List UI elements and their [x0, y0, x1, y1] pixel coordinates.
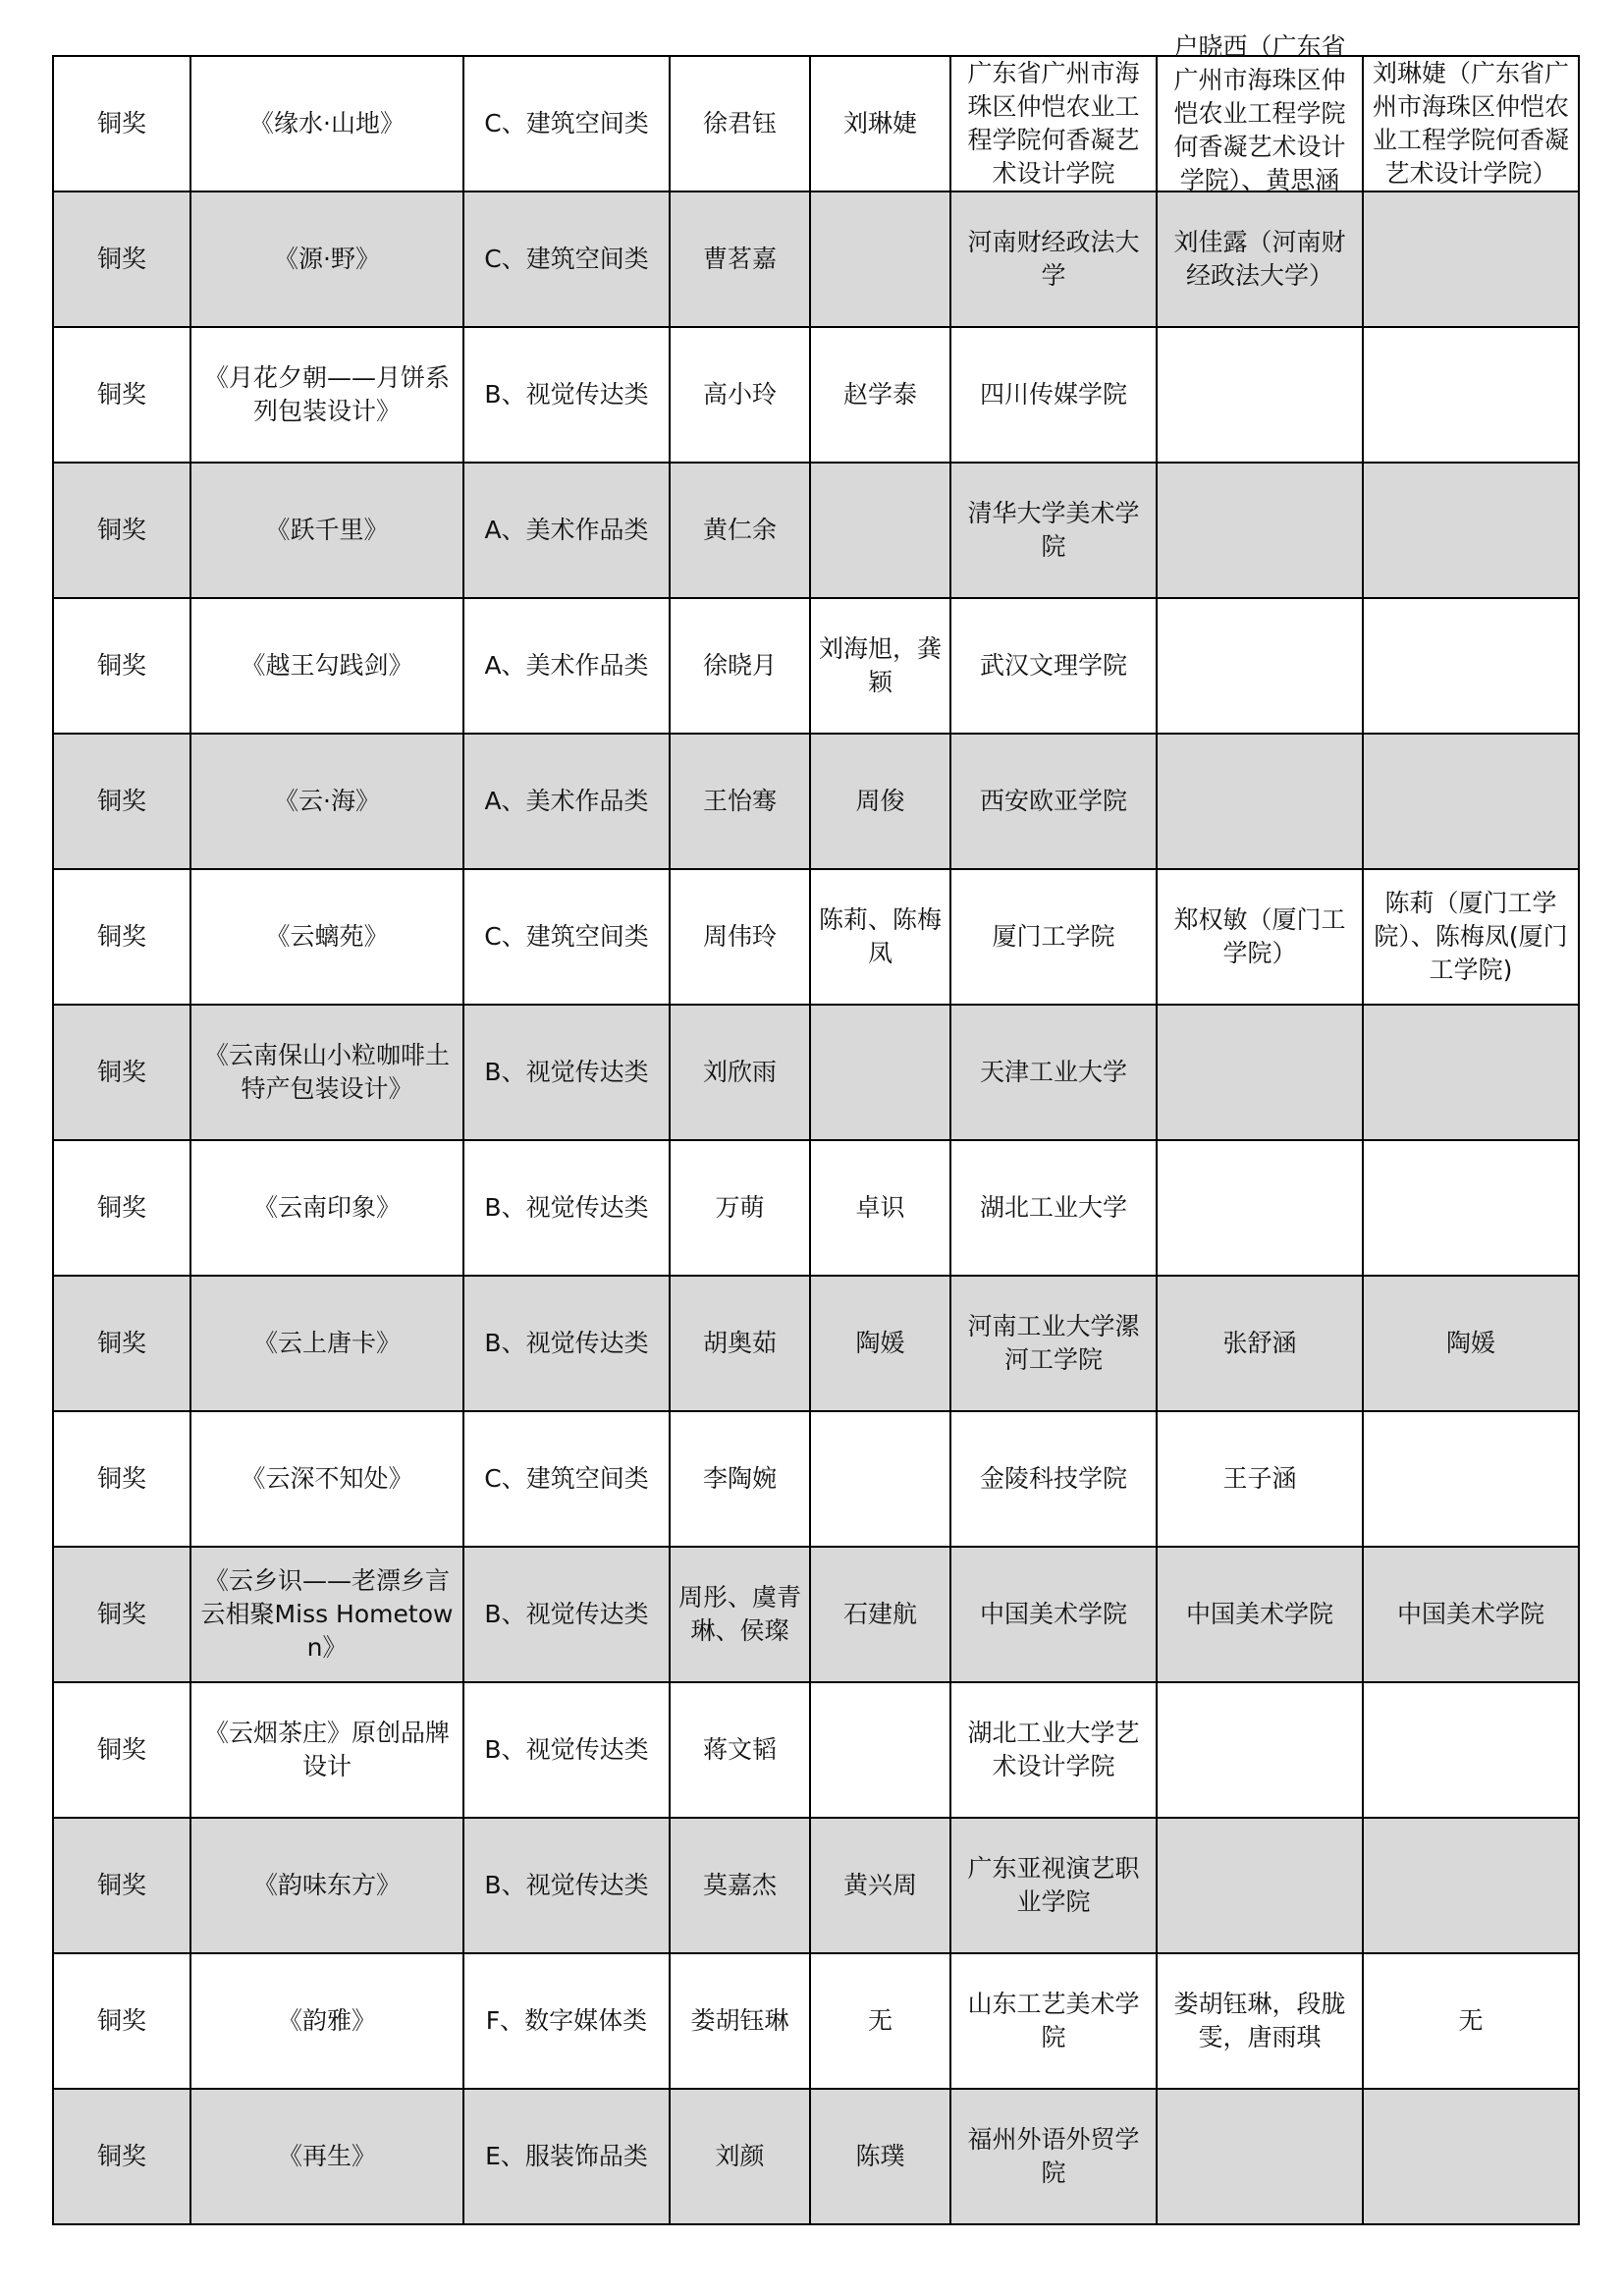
teacher-cell: [1363, 1140, 1579, 1276]
team-cell: 郑权敏（厦门工学院）: [1157, 869, 1363, 1005]
title-cell: 《跃千里》: [190, 463, 463, 598]
advisor-cell: 周俊: [810, 734, 950, 869]
advisor-cell: 无: [810, 1953, 950, 2089]
school-cell: 湖北工业大学艺术设计学院: [950, 1682, 1157, 1818]
award-cell: 铜奖: [53, 1276, 190, 1411]
school-cell: 山东工艺美术学院: [950, 1953, 1157, 2089]
author-cell: 周伟玲: [670, 869, 810, 1005]
category-cell: C、建筑空间类: [463, 869, 670, 1005]
title-cell: 《越王勾践剑》: [190, 598, 463, 734]
title-cell: 《韵味东方》: [190, 1818, 463, 1953]
title-cell: 《韵雅》: [190, 1953, 463, 2089]
team-cell: [1157, 32, 1363, 194]
team-cell: [1157, 463, 1363, 598]
advisor-cell: [810, 463, 950, 598]
author-cell: 莫嘉杰: [670, 1818, 810, 1953]
advisor-cell: [810, 191, 950, 327]
title-cell: 《源·野》: [190, 191, 463, 327]
teacher-cell: [1363, 2089, 1579, 2224]
title-cell: 《缘水·山地》: [190, 56, 463, 191]
advisor-cell: 石建航: [810, 1547, 950, 1682]
advisor-cell: 刘海旭，龚颖: [810, 598, 950, 734]
school-cell: 广东亚视演艺职业学院: [950, 1818, 1157, 1953]
table-row: [53, 1682, 1579, 1818]
author-cell: 曹茗嘉: [670, 191, 810, 327]
advisor-cell: 黄兴周: [810, 1818, 950, 1953]
award-cell: 铜奖: [53, 2089, 190, 2224]
award-cell: 铜奖: [53, 1411, 190, 1547]
category-cell: E、服装饰品类: [463, 2089, 670, 2224]
author-cell: 徐君钰: [670, 56, 810, 191]
team-cell: 王子涵: [1157, 1411, 1363, 1547]
table-row: [53, 1005, 1579, 1140]
advisor-cell: [810, 1411, 950, 1547]
table-row: [53, 1953, 1579, 2089]
title-cell: 《云上唐卡》: [190, 1276, 463, 1411]
teacher-cell: [1363, 734, 1579, 869]
school-cell: 西安欧亚学院: [950, 734, 1157, 869]
author-cell: 蒋文韬: [670, 1682, 810, 1818]
teacher-cell: [1363, 1818, 1579, 1953]
advisor-cell: 刘琳婕: [810, 56, 950, 191]
school-cell: 湖北工业大学: [950, 1140, 1157, 1276]
category-cell: C、建筑空间类: [463, 56, 670, 191]
table-row: [53, 1276, 1579, 1411]
team-cell: 中国美术学院: [1157, 1547, 1363, 1682]
award-cell: 铜奖: [53, 869, 190, 1005]
award-cell: 铜奖: [53, 1682, 190, 1818]
award-cell: 铜奖: [53, 598, 190, 734]
award-cell: 铜奖: [53, 1953, 190, 2089]
table-row: [53, 2089, 1579, 2224]
category-cell: A、美术作品类: [463, 734, 670, 869]
author-cell: 娄胡钰琳: [670, 1953, 810, 2089]
category-cell: B、视觉传达类: [463, 1276, 670, 1411]
team-cell: 娄胡钰琳，段胧雯，唐雨琪: [1157, 1953, 1363, 2089]
author-cell: 刘欣雨: [670, 1005, 810, 1140]
award-cell: 铜奖: [53, 56, 190, 191]
author-cell: 徐晓月: [670, 598, 810, 734]
advisor-cell: 赵学泰: [810, 327, 950, 463]
team-cell: [1157, 1005, 1363, 1140]
title-cell: 《云南保山小粒咖啡土特产包装设计》: [190, 1005, 463, 1140]
teacher-cell: [1363, 598, 1579, 734]
table-row: [53, 1818, 1579, 1953]
author-cell: 刘颜: [670, 2089, 810, 2224]
school-cell: 厦门工学院: [950, 869, 1157, 1005]
title-cell: 《云螭苑》: [190, 869, 463, 1005]
team-cell: [1157, 327, 1363, 463]
school-cell: 清华大学美术学院: [950, 463, 1157, 598]
awards-table-body: [53, 32, 1579, 2224]
school-cell: 河南财经政法大学: [950, 191, 1157, 327]
teacher-cell: 刘琳婕（广东省广州市海珠区仲恺农业工程学院何香凝艺术设计学院）: [1363, 56, 1579, 191]
school-cell: 河南工业大学漯河工学院: [950, 1276, 1157, 1411]
title-cell: 《云烟茶庄》原创品牌设计: [190, 1682, 463, 1818]
table-row: [53, 734, 1579, 869]
category-cell: B、视觉传达类: [463, 1818, 670, 1953]
category-cell: B、视觉传达类: [463, 1140, 670, 1276]
advisor-cell: 陶媛: [810, 1276, 950, 1411]
category-cell: A、美术作品类: [463, 598, 670, 734]
advisor-cell: [810, 1005, 950, 1140]
title-cell: 《云·海》: [190, 734, 463, 869]
table-row: [53, 1411, 1579, 1547]
table-row: [53, 56, 1579, 191]
award-cell: 铜奖: [53, 1547, 190, 1682]
title-cell: 《月花夕朝——月饼系列包装设计》: [190, 327, 463, 463]
teacher-cell: [1363, 191, 1579, 327]
category-cell: B、视觉传达类: [463, 327, 670, 463]
school-cell: 广东省广州市海珠区仲恺农业工程学院何香凝艺术设计学院: [950, 56, 1157, 191]
author-cell: 万萌: [670, 1140, 810, 1276]
team-cell: [1157, 598, 1363, 734]
author-cell: 胡奥茹: [670, 1276, 810, 1411]
title-cell: 《云乡识——老漂乡言云相聚Miss Hometown》: [190, 1547, 463, 1682]
table-row: [53, 1140, 1579, 1276]
table-row: [53, 1547, 1579, 1682]
table-row: [53, 598, 1579, 734]
table-row: [53, 463, 1579, 598]
award-cell: 铜奖: [53, 734, 190, 869]
title-cell: 《云深不知处》: [190, 1411, 463, 1547]
team-cell: [1157, 734, 1363, 869]
author-cell: 高小玲: [670, 327, 810, 463]
advisor-cell: 陈璞: [810, 2089, 950, 2224]
team-cell: [1157, 1682, 1363, 1818]
award-cell: 铜奖: [53, 1005, 190, 1140]
team-cell: 张舒涵: [1157, 1276, 1363, 1411]
team-cell: [1157, 2089, 1363, 2224]
author-cell: 李陶婉: [670, 1411, 810, 1547]
school-cell: 四川传媒学院: [950, 327, 1157, 463]
award-cell: 铜奖: [53, 191, 190, 327]
award-cell: 铜奖: [53, 463, 190, 598]
teacher-cell: [1363, 327, 1579, 463]
school-cell: 武汉文理学院: [950, 598, 1157, 734]
category-cell: A、美术作品类: [463, 463, 670, 598]
category-cell: F、数字媒体类: [463, 1953, 670, 2089]
teacher-cell: 陈莉（厦门工学院）、陈梅凤(厦门工学院): [1363, 869, 1579, 1005]
title-cell: 《再生》: [190, 2089, 463, 2224]
category-cell: C、建筑空间类: [463, 1411, 670, 1547]
school-cell: 福州外语外贸学院: [950, 2089, 1157, 2224]
school-cell: 中国美术学院: [950, 1547, 1157, 1682]
table-row: [53, 327, 1579, 463]
teacher-cell: 中国美术学院: [1363, 1547, 1579, 1682]
school-cell: 金陵科技学院: [950, 1411, 1157, 1547]
team-cell-text: 户晓西（广东省广州市海珠区仲恺农业工程学院何香凝艺术设计学院）、黄思涵: [1173, 32, 1346, 194]
author-cell: 王怡骞: [670, 734, 810, 869]
award-cell: 铜奖: [53, 327, 190, 463]
school-cell: 天津工业大学: [950, 1005, 1157, 1140]
category-cell: B、视觉传达类: [463, 1547, 670, 1682]
award-cell: 铜奖: [53, 1818, 190, 1953]
teacher-cell: [1363, 1005, 1579, 1140]
awards-table: [52, 32, 1580, 2225]
award-cell: 铜奖: [53, 1140, 190, 1276]
table-row: [53, 191, 1579, 327]
advisor-cell: [810, 1682, 950, 1818]
team-cell: [1157, 1140, 1363, 1276]
table-row: [53, 869, 1579, 1005]
teacher-cell: [1363, 1411, 1579, 1547]
category-cell: C、建筑空间类: [463, 191, 670, 327]
teacher-cell: 无: [1363, 1953, 1579, 2089]
team-cell: 刘佳露（河南财经政法大学）: [1157, 191, 1363, 327]
teacher-cell: [1363, 463, 1579, 598]
author-cell: 周彤、虞青琳、侯璨: [670, 1547, 810, 1682]
advisor-cell: 卓识: [810, 1140, 950, 1276]
teacher-cell: 陶媛: [1363, 1276, 1579, 1411]
advisor-cell: 陈莉、陈梅凤: [810, 869, 950, 1005]
category-cell: B、视觉传达类: [463, 1682, 670, 1818]
team-cell: [1157, 1818, 1363, 1953]
teacher-cell: [1363, 1682, 1579, 1818]
category-cell: B、视觉传达类: [463, 1005, 670, 1140]
author-cell: 黄仁余: [670, 463, 810, 598]
title-cell: 《云南印象》: [190, 1140, 463, 1276]
